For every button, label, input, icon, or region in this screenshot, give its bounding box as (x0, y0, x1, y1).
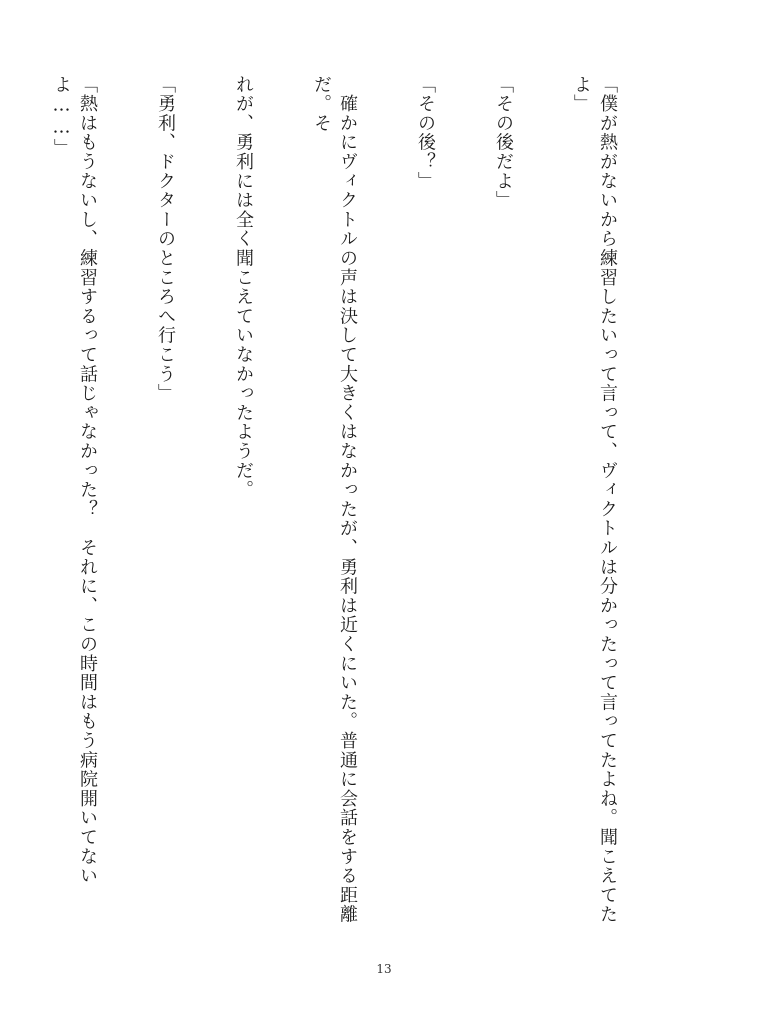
text-line: 「勇利、ドクターのところへ行こう」 (155, 75, 176, 404)
text-line: 確かにヴィクトルの声は決して大きくはなかったが、勇利は近くにいた。普通に会話をする距離だ。そ (311, 75, 358, 925)
page-number: 13 (376, 962, 392, 976)
body-text (0, 75, 672, 935)
text-line: れが、勇利には全く聞こえていなかったようだ。 (233, 75, 254, 500)
text-line: 「僕が熱がないから練習したいって言って、ヴィクトルは分かったって言ってたよね。聞こえてたよ」 (571, 75, 618, 925)
text-line: 「熱はもうないし、練習するって話じゃなかった？ それに、この時間はもう病院開いてないよ……」 (51, 75, 98, 886)
text-line: 「その後だよ」 (493, 75, 514, 211)
text-line: 「その後？」 (415, 75, 436, 191)
